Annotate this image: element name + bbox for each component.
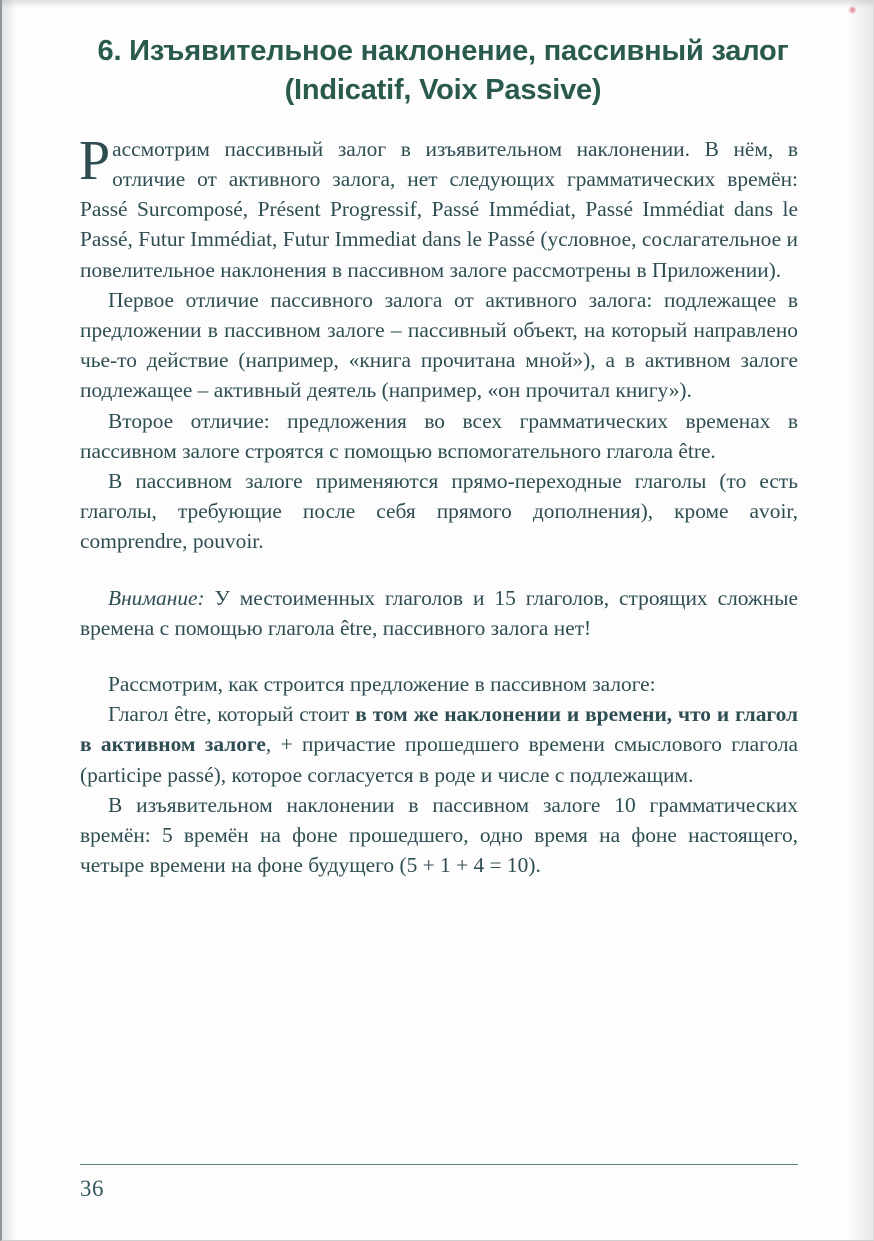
paragraph-7 bbox=[80, 699, 798, 790]
paragraph-2: Первое отличие пассивного залога от активного залога: подлежащее в предложении в пассивном залоге – пассивный объект, на который направлено чье-то действие (например, «книга прочитана мной»), а в активном залоге подлежащее – активный деятель (например, «он прочитал книгу»). bbox=[80, 287, 798, 403]
page-number: 36 bbox=[80, 1176, 104, 1201]
paragraph-8: В изъявительном наклонении в пассивном залоге 10 грамматических времён: 5 времён на фоне прошедшего, одно время на фоне настоящего, четыре времени на фоне будущего (5 + 1 + 4 = 10). bbox=[80, 792, 798, 878]
body-text bbox=[79, 129, 798, 881]
paragraph-7-lead: Глагол être, который стоит bbox=[108, 702, 356, 727]
scan-artifact-speck bbox=[848, 6, 857, 14]
paragraph-6: Рассмотрим, как строится предложение в пассивном залоге: bbox=[108, 671, 656, 696]
drop-cap: Р bbox=[79, 129, 111, 192]
paragraph-1-text: ассмотрим пассивный залог в изъявительном наклонении. В нём, в отличие от активного залога, нет следующих грамматических времён: Passé Surcomposé, Présent Progressif, Passé Immédiat, Passé Immédiat dans le Passé, Futur Immédiat, Futur Immediat dans le Passé (условное, сослагательное и повелительное наклонения в пассивном залоге рассмотрены в Приложении). bbox=[80, 136, 798, 282]
footer-divider bbox=[80, 1164, 798, 1165]
paragraph-3: Второе отличие: предложения во всех грамматических временах в пассивном залоге строятся с помощью вспомогательного глагола être. bbox=[80, 408, 798, 463]
paragraph-4: В пассивном залоге применяются прямо-переходные глаголы (то есть глаголы, требующие после себя прямого дополнения), кроме avoir, comprendre, pouvoir. bbox=[80, 468, 798, 554]
attention-note bbox=[80, 583, 798, 643]
page-content bbox=[80, 0, 798, 880]
page-title: 6. Изъявительное наклонение, пассивный залог (Indicatif, Voix Passive) bbox=[97, 35, 789, 106]
scan-shadow-left bbox=[2, 0, 16, 1241]
paragraph-7-tail: , + причастие прошедшего времени смыслового глагола (participe passé), которое согласуется в роде и числе с подлежащим. bbox=[80, 732, 798, 787]
paragraph-7-emphasis: в том же наклонении и времени, что и глагол в активном залоге bbox=[80, 702, 798, 757]
paragraph-1 bbox=[79, 129, 798, 285]
scan-shadow-right bbox=[847, 0, 873, 1241]
paragraph-spacer-2 bbox=[80, 643, 798, 669]
attention-label: Внимание: bbox=[108, 585, 205, 610]
paragraph-spacer-1 bbox=[80, 557, 798, 583]
attention-text: У местоименных глаголов и 15 глаголов, строящих сложные времена с помощью глагола être, пассивного залога нет! bbox=[80, 585, 798, 640]
